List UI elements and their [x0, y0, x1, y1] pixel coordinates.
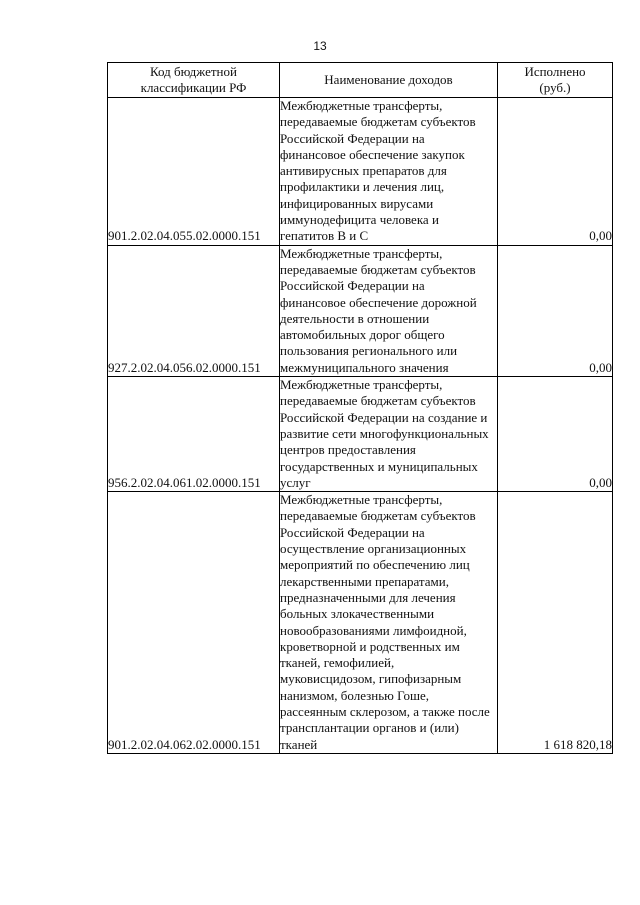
income-name-line: больных злокачественными: [280, 606, 435, 622]
income-name-cell: [280, 492, 498, 754]
income-name-line: Межбюджетные трансферты,: [280, 377, 443, 393]
income-name-line: Межбюджетные трансферты,: [280, 245, 443, 261]
income-name-line: Российской Федерации на создание и: [280, 409, 488, 425]
header-code-line: Код бюджетной: [150, 63, 237, 79]
header-code: [108, 63, 280, 98]
income-name-line: Российской Федерации на: [280, 130, 425, 146]
executed-amount-cell: [498, 98, 613, 246]
budget-code-cell: [108, 245, 280, 376]
income-table: [107, 62, 613, 754]
table-row: [108, 377, 613, 492]
header-code-line: классификации РФ: [140, 80, 247, 95]
income-name-cell: [280, 245, 498, 376]
income-name-line: осуществление организационных: [280, 541, 467, 557]
budget-code: 956.2.02.04.061.02.0000.151: [108, 474, 261, 490]
income-name-line: передаваемые бюджетам субъектов: [280, 261, 476, 277]
income-name-line: финансовое обеспечение дорожной: [280, 294, 477, 310]
budget-code: 927.2.02.04.056.02.0000.151: [108, 359, 261, 375]
income-name-line: антивирусных препаратов для: [280, 163, 447, 179]
income-name-line: передаваемые бюджетам субъектов: [280, 508, 476, 524]
income-name-line: Межбюджетные трансферты,: [280, 492, 443, 508]
executed-amount: 0,00: [589, 359, 612, 375]
income-name-line: рассеянным склерозом, а также после: [280, 703, 490, 719]
income-name-line: развитие сети многофункциональных: [280, 425, 489, 441]
income-name-line: деятельности в отношении: [280, 310, 430, 326]
income-name-line: передаваемые бюджетам субъектов: [280, 114, 476, 130]
header-name: [280, 63, 498, 98]
executed-amount-cell: [498, 492, 613, 754]
income-name-line: нанизмом, болезнью Гоше,: [280, 687, 430, 703]
income-name-line: финансовое обеспечение закупок: [280, 146, 465, 162]
income-name-line: профилактики и лечения лиц,: [280, 179, 445, 195]
income-name-line: гепатитов В и С: [280, 228, 369, 244]
income-name-cell: [280, 98, 498, 246]
budget-code-cell: [108, 98, 280, 246]
page-number: 13: [313, 39, 327, 53]
header-executed-line: (руб.): [539, 80, 571, 95]
income-name-line: Российской Федерации на: [280, 524, 425, 540]
executed-amount: 1 618 820,18: [543, 736, 612, 752]
income-name-line: новообразованиями лимфоидной,: [280, 622, 467, 638]
income-name-line: мероприятий по обеспечению лиц: [280, 557, 470, 573]
income-name-line: предназначенными для лечения: [280, 589, 456, 605]
income-name-line: центров предоставления: [280, 442, 416, 458]
header-executed-line: Исполнено: [524, 63, 586, 79]
income-name-line: иммунодефицита человека и: [280, 212, 439, 228]
table-row: [108, 98, 613, 246]
income-name-line: пользования регионального или: [280, 343, 458, 359]
executed-amount: 0,00: [589, 228, 612, 244]
executed-amount-cell: [498, 245, 613, 376]
header-executed: [498, 63, 613, 98]
table-row: [108, 492, 613, 754]
budget-code: 901.2.02.04.062.02.0000.151: [108, 736, 261, 752]
income-name-line: Российской Федерации на: [280, 278, 425, 294]
income-name-line: услуг: [280, 474, 311, 490]
income-name-line: кроветворной и родственных им: [280, 638, 460, 654]
income-name-line: передаваемые бюджетам субъектов: [280, 393, 476, 409]
table-row: [108, 245, 613, 376]
income-name-line: автомобильных дорог общего: [280, 327, 445, 343]
executed-amount: 0,00: [589, 474, 612, 490]
income-name-line: лекарственными препаратами,: [280, 573, 449, 589]
income-name-line: трансплантации органов и (или): [280, 720, 459, 736]
income-name-line: инфицированных вирусами: [280, 195, 434, 211]
income-name-line: государственных и муниципальных: [280, 458, 478, 474]
income-name-line: тканей: [280, 736, 318, 752]
income-name-cell: [280, 377, 498, 492]
income-name-line: Межбюджетные трансферты,: [280, 98, 443, 113]
income-name-line: межмуниципального значения: [280, 359, 449, 375]
income-name-line: тканей, гемофилией,: [280, 655, 395, 671]
header-name-text: Наименование доходов: [324, 71, 453, 87]
table-header-row: [108, 63, 613, 98]
budget-code-cell: [108, 492, 280, 754]
income-name-line: муковисцидозом, гипофизарным: [280, 671, 462, 687]
executed-amount-cell: [498, 377, 613, 492]
budget-code-cell: [108, 377, 280, 492]
budget-code: 901.2.02.04.055.02.0000.151: [108, 228, 261, 244]
